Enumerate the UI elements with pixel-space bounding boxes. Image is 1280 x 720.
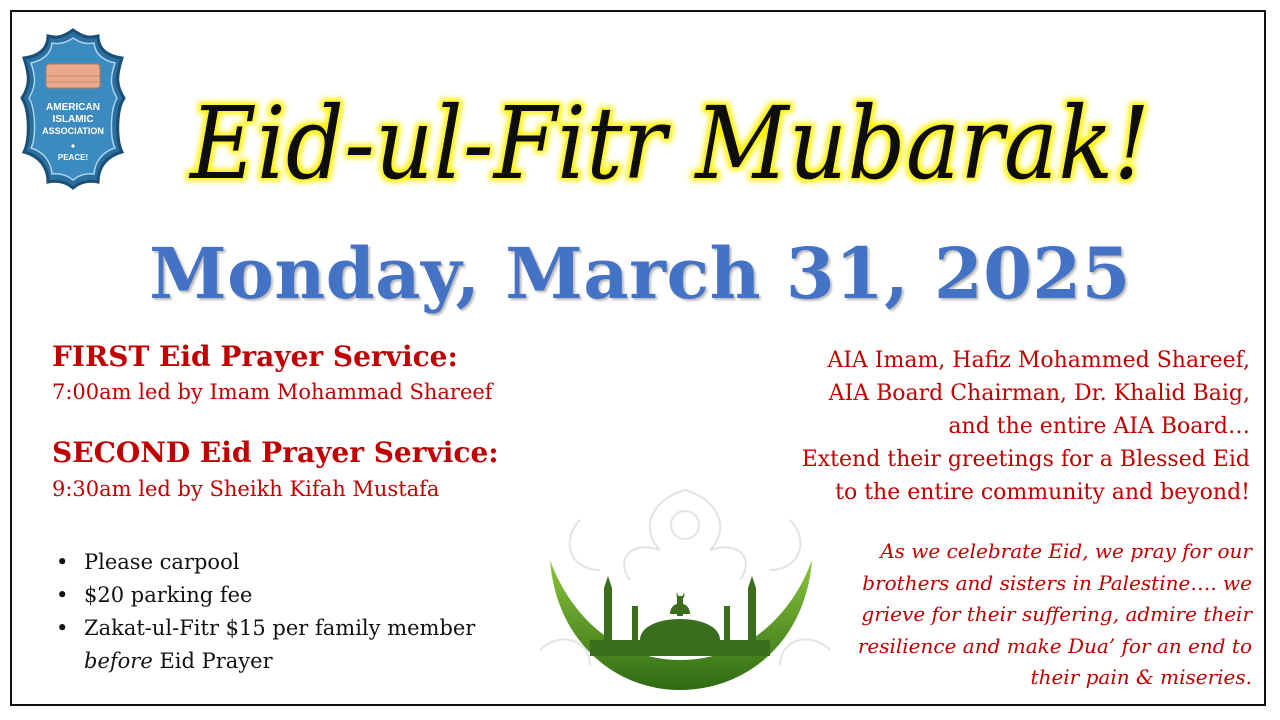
note-eid-prayer: Eid Prayer — [152, 649, 273, 673]
prayer-line: As we celebrate Eid, we pray for our — [880, 539, 1252, 563]
palestine-prayer — [782, 536, 1252, 694]
greeting-line: to the entire community and beyond! — [835, 480, 1250, 505]
aia-logo — [18, 28, 128, 190]
prayer-line: brothers and sisters in Palestine…. we — [862, 570, 1252, 595]
second-service-detail: 9:30am led by Sheikh Kifah Mustafa — [52, 477, 440, 501]
first-service-title: FIRST Eid Prayer Service: — [52, 340, 458, 373]
note-parking: $20 parking fee — [84, 583, 253, 607]
note-zakat-continuation — [56, 645, 475, 678]
greeting-line: Extend their greetings for a Blessed Eid — [801, 447, 1250, 472]
note-before: before — [84, 649, 153, 673]
prayer-line: grieve for their suffering, admire their — [861, 602, 1252, 626]
second-service-title: SECOND Eid Prayer Service: — [52, 436, 499, 469]
prayer-line: resilience and make Dua’ for an end to — [857, 633, 1252, 658]
logo-motto: PEACE! — [57, 153, 89, 162]
greeting-line: AIA Imam, Hafiz Mohammed Shareef, — [827, 348, 1250, 373]
title-text: Eid-ul-Fitr Mubarak! — [188, 85, 1151, 202]
notes-list — [56, 546, 475, 678]
logo-line1: AMERICAN — [46, 102, 100, 113]
list-item: • Zakat-ul-Fitr $15 per family member — [56, 616, 476, 640]
greeting-line: and the entire AIA Board… — [948, 414, 1250, 439]
note-zakat: Zakat-ul-Fitr $15 per family member — [84, 616, 476, 640]
list-item: • Please carpool — [56, 550, 240, 574]
logo-line2: ISLAMIC — [52, 114, 94, 125]
greeting-block — [690, 344, 1250, 509]
prayer-line: their pain & miseries. — [1030, 665, 1252, 689]
event-date: Monday, March 31, 2025 — [149, 232, 1131, 315]
logo-line3: ASSOCIATION — [42, 126, 104, 136]
list-item: • $20 parking fee — [56, 583, 253, 607]
first-service-detail: 7:00am led by Imam Mohammad Shareef — [52, 380, 493, 404]
note-carpool: Please carpool — [84, 550, 240, 574]
greeting-line: AIA Board Chairman, Dr. Khalid Baig, — [828, 381, 1250, 406]
eid-title — [170, 74, 1170, 214]
